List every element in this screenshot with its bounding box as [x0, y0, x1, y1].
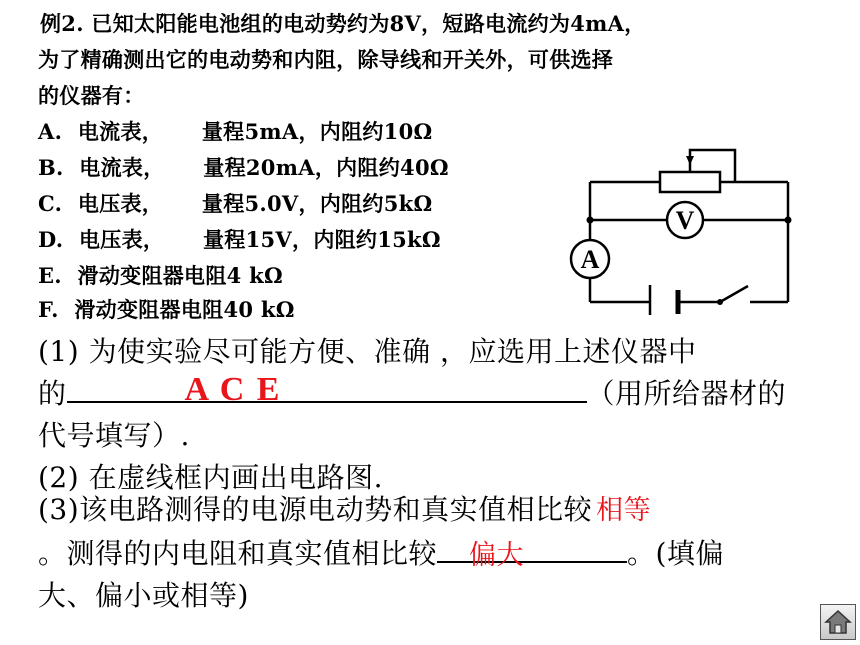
question-1-prefix: 的 [38, 377, 67, 410]
option-name: 电压表， [79, 227, 165, 252]
question-1-line-2 [38, 372, 786, 412]
voltmeter-label: V [675, 206, 695, 235]
option-b [38, 152, 449, 182]
question-3-line-1 [38, 488, 651, 528]
option-letter: A. [38, 119, 63, 144]
option-name: 滑动变阻器电阻4 kΩ [77, 263, 284, 288]
option-a [38, 116, 433, 146]
ammeter-label: A [580, 245, 600, 274]
option-letter: D. [38, 227, 64, 252]
option-e [38, 260, 283, 290]
option-spec: 量程5.0V，内阻约5kΩ [201, 191, 433, 216]
question-3-middle: 。测得的内电阻和真实值相比较 [38, 537, 438, 570]
question-3-line-3: 大、偏小或相等) [38, 579, 249, 612]
rheostat-arrow-icon [686, 156, 694, 165]
option-spec: 量程5mA，内阻约10Ω [201, 119, 433, 144]
question-3-text: (3)该电路测得的电源电动势和真实值相比较 [38, 493, 593, 526]
rheostat [660, 172, 720, 192]
answer-3-emf: 相等 [596, 495, 652, 526]
problem-intro-line-2: 为了精确测出它的电动势和内阻，除导线和开关外，可供选择 [38, 47, 614, 72]
question-1-line-3: 代号填写）. [38, 419, 190, 452]
option-c [38, 188, 432, 218]
option-name: 滑动变阻器电阻40 kΩ [74, 297, 295, 322]
question-2: (2) 在虚线框内画出电路图. [38, 461, 383, 494]
option-d [38, 224, 441, 254]
option-spec: 量程15V，内阻约15kΩ [203, 227, 441, 252]
junction-node [785, 217, 792, 224]
answer-1-blank [67, 371, 587, 408]
option-name: 电流表， [77, 119, 164, 144]
home-button[interactable] [820, 604, 856, 640]
option-letter: C. [38, 191, 63, 216]
switch-lever [720, 286, 748, 302]
question-3-suffix: 。(填偏 [627, 537, 724, 570]
answer-3-resistance: 偏大 [469, 540, 525, 571]
question-1-suffix: （用所给器材的 [586, 377, 787, 410]
switch-pivot [717, 299, 723, 305]
option-letter: F. [38, 297, 59, 322]
option-spec: 量程20mA，内阻约40Ω [203, 155, 449, 180]
answer-3-blank [437, 533, 627, 571]
junction-node [587, 217, 594, 224]
answer-1-text: A C E [184, 371, 282, 408]
option-letter: B. [38, 155, 64, 180]
option-name: 电压表， [77, 191, 164, 216]
question-3-line-2 [38, 532, 724, 572]
home-icon [821, 605, 855, 639]
problem-intro-line-3: 的仪器有： [38, 83, 145, 108]
question-1-line-1: (1) 为使实验尽可能方便、准确 ，应选用上述仪器中 [38, 335, 697, 368]
problem-intro-line-1: 例2. 已知太阳能电池组的电动势约为8V，短路电流约为4mA， [40, 11, 646, 36]
circuit-diagram [560, 140, 810, 315]
option-name: 电流表， [79, 155, 165, 180]
option-f [38, 294, 295, 324]
option-letter: E. [38, 263, 62, 288]
